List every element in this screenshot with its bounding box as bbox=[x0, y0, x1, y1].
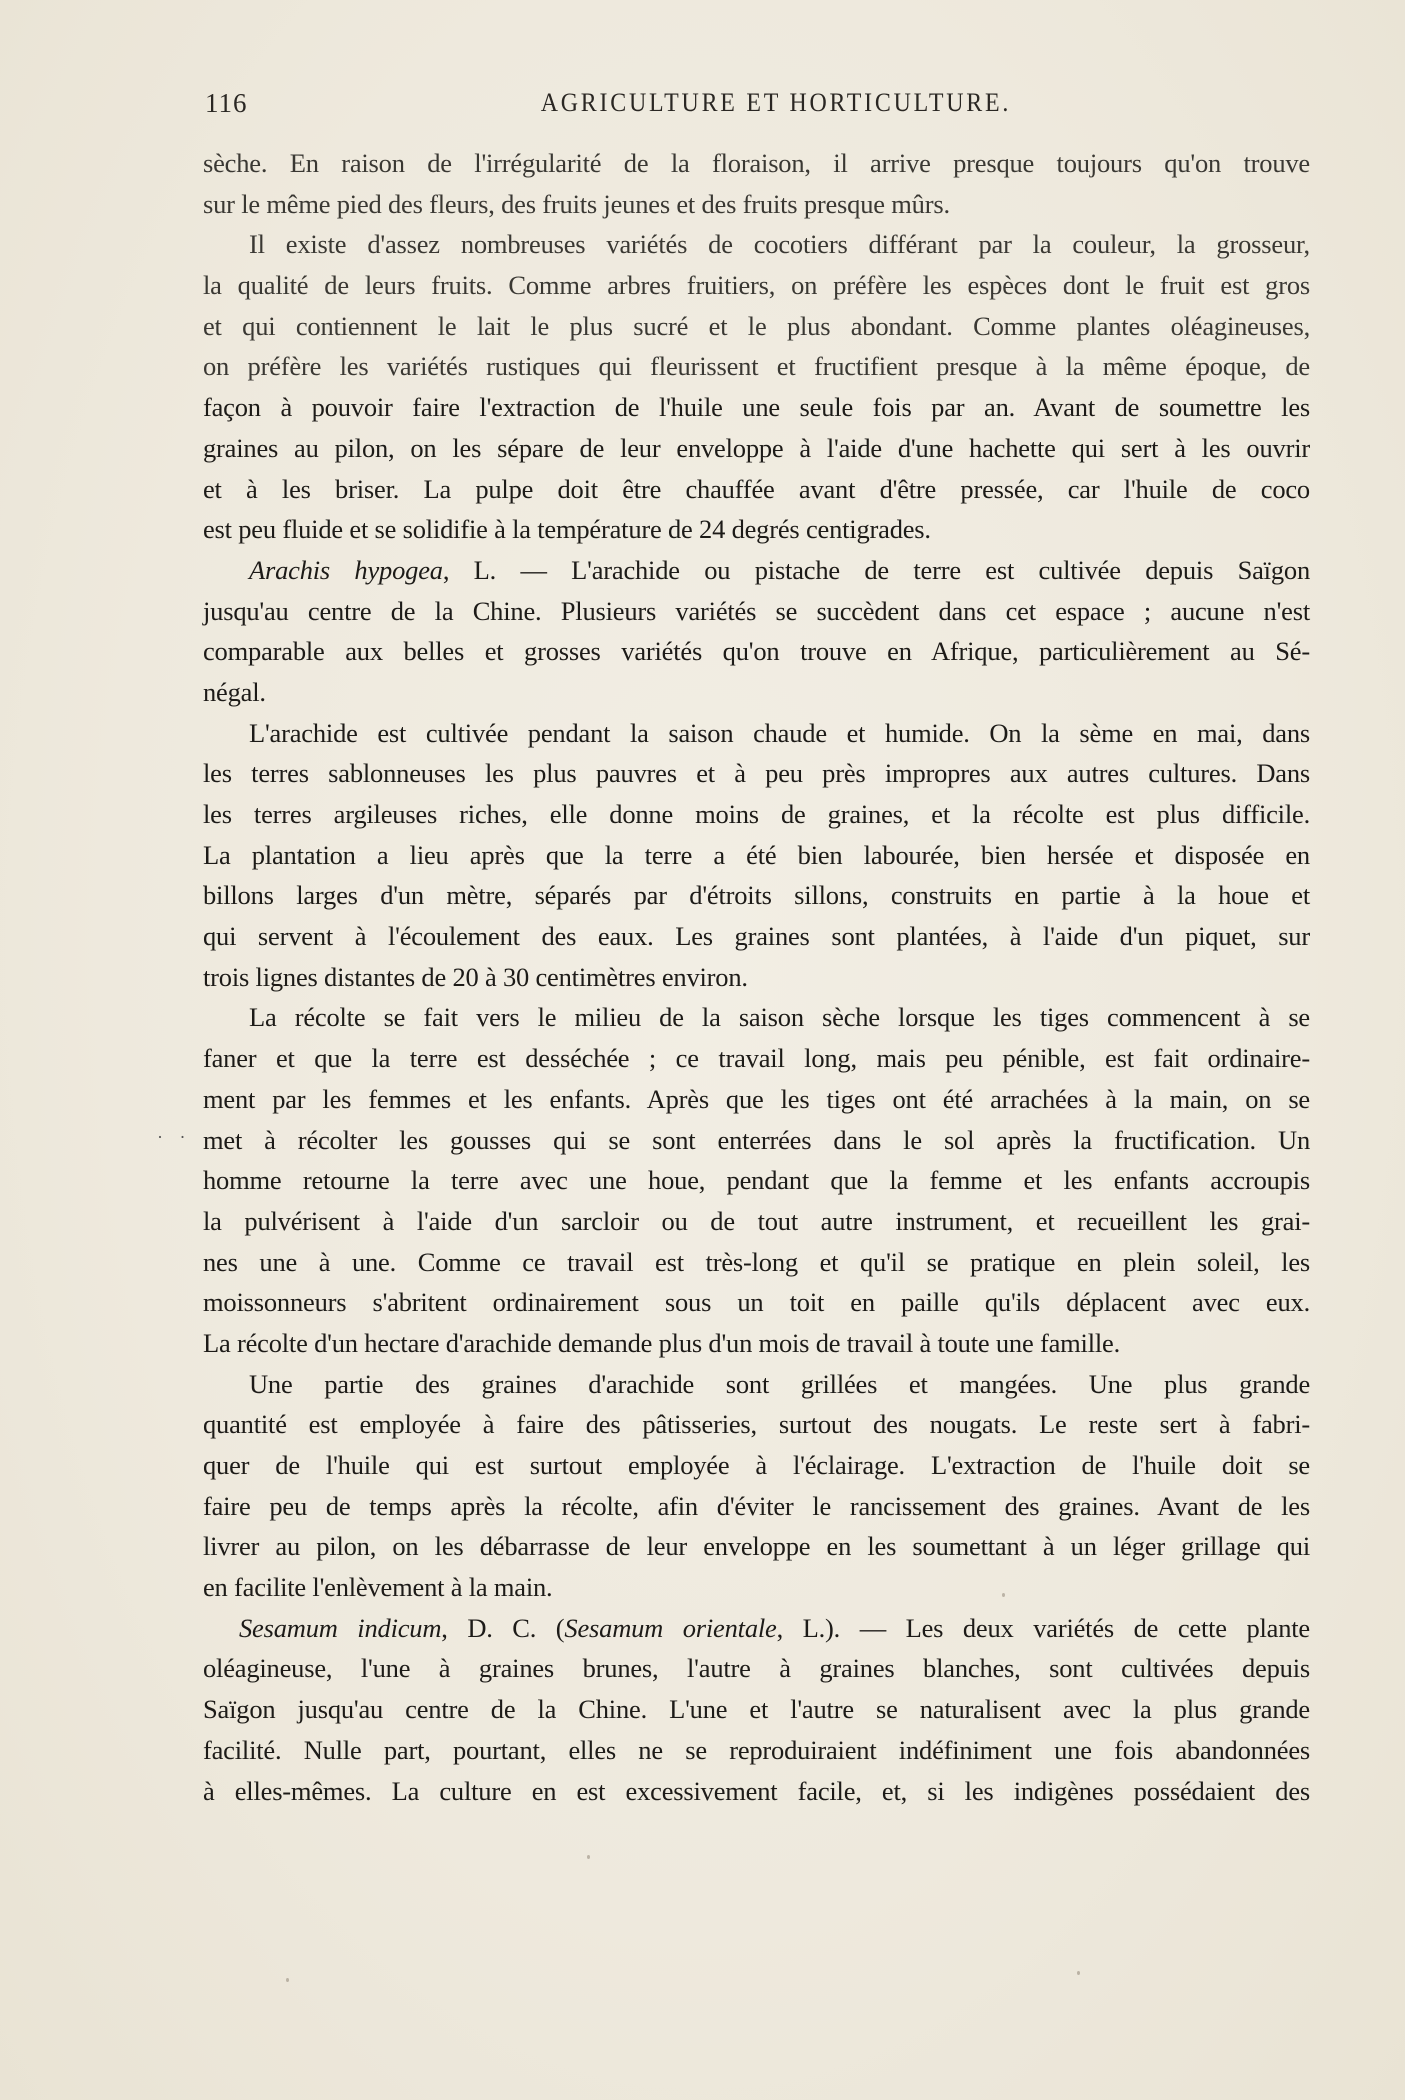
text-line: billons larges d'un mètre, séparés par d'étroits sillons, construits en partie à la houe et bbox=[203, 880, 1310, 911]
text-line: façon à pouvoir faire l'extraction de l'huile une seule fois par an. Avant de soumettre les bbox=[203, 392, 1310, 423]
text-line: nes une à une. Comme ce travail est très-long et qu'il se pratique en plein soleil, les bbox=[203, 1246, 1310, 1277]
text-line: faner et que la terre est desséchée ; ce travail long, mais peu pénible, est fait ordinaire- bbox=[203, 1043, 1310, 1074]
text-line: facilité. Nulle part, pourtant, elles ne se reproduiraient indéfiniment une fois abandonnées bbox=[203, 1734, 1310, 1765]
text-run: , L.). — Les deux variétés de cette plante bbox=[776, 1612, 1310, 1643]
species-name: Sesamum indicum bbox=[239, 1612, 442, 1643]
text-line: quantité est employée à faire des pâtisseries, surtout des nougats. Le reste sert à fabri- bbox=[203, 1409, 1310, 1440]
text-line: met à récolter les gousses qui se sont enterrées dans le sol après la fructification. Un bbox=[203, 1124, 1310, 1155]
margin-mark: · · bbox=[157, 1127, 192, 1147]
running-title: AGRICULTURE ET HORTICULTURE. bbox=[540, 88, 1012, 117]
text-line bbox=[203, 1608, 1310, 1649]
paragraph-arachis-cultivation bbox=[203, 713, 1310, 998]
species-name: Arachis hypogea bbox=[249, 554, 443, 585]
paper-speck bbox=[587, 1855, 590, 1859]
text-line: qui servent à l'écoulement des eaux. Les graines sont plantées, à l'aide d'un piquet, sur bbox=[203, 921, 1310, 952]
paper-speck bbox=[286, 1978, 289, 1982]
paragraph-coconut-flowering bbox=[203, 143, 1310, 224]
text-line: Une partie des graines d'arachide sont grillées et mangées. Une plus grande bbox=[249, 1368, 1310, 1399]
text-line: homme retourne la terre avec une houe, pendant que la femme et les enfants accroupis bbox=[203, 1165, 1310, 1196]
text-line: la pulvérisent à l'aide d'un sarcloir ou de tout autre instrument, et recueillent les grai- bbox=[203, 1205, 1310, 1236]
text-line: est peu fluide et se solidifie à la température de 24 degrés centigrades. bbox=[203, 514, 931, 545]
text-line: Il existe d'assez nombreuses variétés de cocotiers différant par la couleur, la grosseur, bbox=[249, 229, 1310, 260]
text-line: La plantation a lieu après que la terre a été bien labourée, bien hersée et disposée en bbox=[203, 839, 1310, 870]
text-line: L'arachide est cultivée pendant la saison chaude et humide. On la sème en mai, dans bbox=[249, 717, 1310, 748]
paragraph-arachis-uses bbox=[203, 1364, 1310, 1608]
text-line: ment par les femmes et les enfants. Après que les tiges ont été arrachées à la main, on se bbox=[203, 1083, 1310, 1114]
text-line: graines au pilon, on les sépare de leur enveloppe à l'aide d'une hachette qui sert à les ouvrir bbox=[203, 432, 1310, 463]
text-line bbox=[203, 550, 1310, 591]
paragraph-coconut-varieties bbox=[203, 224, 1310, 550]
paper-speck bbox=[1077, 1971, 1080, 1975]
text-run: , D. C. ( bbox=[441, 1612, 565, 1643]
text-line: à elles-mêmes. La culture en est excessivement facile, et, si les indigènes possédaient des bbox=[203, 1775, 1310, 1806]
paragraph-arachis-harvest bbox=[203, 997, 1310, 1363]
text-line: La récolte se fait vers le milieu de la saison sèche lorsque les tiges commencent à se bbox=[249, 1002, 1310, 1033]
text-line: oléagineuse, l'une à graines brunes, l'autre à graines blanches, sont cultivées depuis bbox=[203, 1653, 1310, 1684]
paper-speck bbox=[1002, 1593, 1005, 1597]
paragraph-sesamum bbox=[203, 1608, 1310, 1811]
text-line: Saïgon jusqu'au centre de la Chine. L'une et l'autre se naturalisent avec la plus grande bbox=[203, 1694, 1310, 1725]
page-header bbox=[205, 88, 1310, 128]
text-line: trois lignes distantes de 20 à 30 centimètres environ. bbox=[203, 961, 748, 992]
text-line: La récolte d'un hectare d'arachide demande plus d'un mois de travail à toute une famille. bbox=[203, 1327, 1121, 1358]
text-line: et qui contiennent le lait le plus sucré et le plus abondant. Comme plantes oléagineuses, bbox=[203, 310, 1310, 341]
text-line: les terres argileuses riches, elle donne moins de graines, et la récolte est plus difficile. bbox=[203, 799, 1310, 829]
text-line: négal. bbox=[203, 676, 266, 707]
text-line: quer de l'huile qui est surtout employée à l'éclairage. L'extraction de l'huile doit se bbox=[203, 1450, 1310, 1480]
text-line: comparable aux belles et grosses variétés qu'on trouve en Afrique, particulièrement au Sé- bbox=[203, 636, 1310, 667]
text-line: livrer au pilon, on les débarrasse de leur enveloppe en les soumettant à un léger grillage qui bbox=[203, 1531, 1310, 1562]
page-number: 116 bbox=[205, 88, 248, 118]
text-line: sèche. En raison de l'irrégularité de la floraison, il arrive presque toujours qu'on trouve bbox=[203, 148, 1310, 178]
body-text bbox=[203, 143, 1310, 1811]
text-line: jusqu'au centre de la Chine. Plusieurs variétés se succèdent dans cet espace ; aucune n'est bbox=[203, 595, 1310, 626]
text-line: faire peu de temps après la récolte, afin d'éviter le rancissement des graines. Avant de les bbox=[203, 1490, 1310, 1521]
text-run: , L. — L'arachide ou pistache de terre est cultivée depuis Saïgon bbox=[442, 554, 1310, 585]
text-line: en facilite l'enlèvement à la main. bbox=[203, 1572, 553, 1603]
text-line: sur le même pied des fleurs, des fruits jeunes et des fruits presque mûrs. bbox=[203, 188, 950, 219]
paragraph-arachis-intro bbox=[203, 550, 1310, 713]
text-line: moissonneurs s'abritent ordinairement sous un toit en paille qu'ils déplacent avec eux. bbox=[203, 1287, 1310, 1318]
text-line: les terres sablonneuses les plus pauvres et à peu près impropres aux autres cultures. Dans bbox=[203, 758, 1310, 789]
text-line: la qualité de leurs fruits. Comme arbres fruitiers, on préfère les espèces dont le fruit est gros bbox=[203, 270, 1310, 301]
text-line: et à les briser. La pulpe doit être chauffée avant d'être pressée, car l'huile de coco bbox=[203, 473, 1310, 504]
text-line: on préfère les variétés rustiques qui fleurissent et fructifient presque à la même époque, de bbox=[203, 351, 1310, 382]
species-synonym: Sesamum orientale bbox=[564, 1612, 777, 1643]
